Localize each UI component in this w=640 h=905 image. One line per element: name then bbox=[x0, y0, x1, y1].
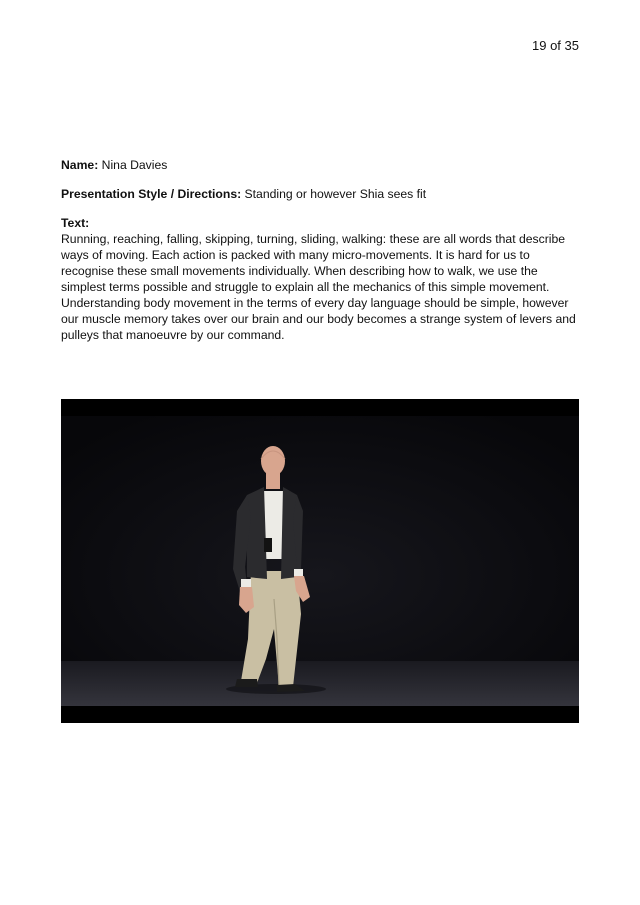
text-label: Text: bbox=[61, 216, 90, 230]
performer-photo bbox=[61, 399, 579, 723]
name-value: Nina Davies bbox=[101, 158, 168, 172]
presentation-style-label: Presentation Style / Directions: bbox=[61, 187, 242, 201]
video-still bbox=[61, 399, 579, 723]
presentation-style-field bbox=[61, 186, 581, 202]
name-field bbox=[61, 157, 581, 173]
text-body: Running, reaching, falling, skipping, turning, sliding, walking: these are all words that describe ways of moving. Each action is packed with many micro-movements. It is hard for us to recognise these small movements individually. When describing how to walk, we use the simplest terms possible and struggle to explain all the mechanics of this simple movement. Understanding body movement in the terms of every day language should be simple, however our muscle memory takes over our brain and our body becomes a strange system of levers and pulleys that manoeuvre by our command. bbox=[61, 232, 576, 342]
page-number: 19 of 35 bbox=[532, 38, 579, 53]
text-field bbox=[61, 215, 581, 343]
document-content bbox=[61, 157, 581, 343]
name-label: Name: bbox=[61, 158, 99, 172]
stage-floor bbox=[61, 661, 579, 706]
letterbox-top bbox=[61, 399, 579, 416]
presentation-style-value: Standing or however Shia sees fit bbox=[244, 187, 427, 201]
letterbox-bottom bbox=[61, 706, 579, 723]
